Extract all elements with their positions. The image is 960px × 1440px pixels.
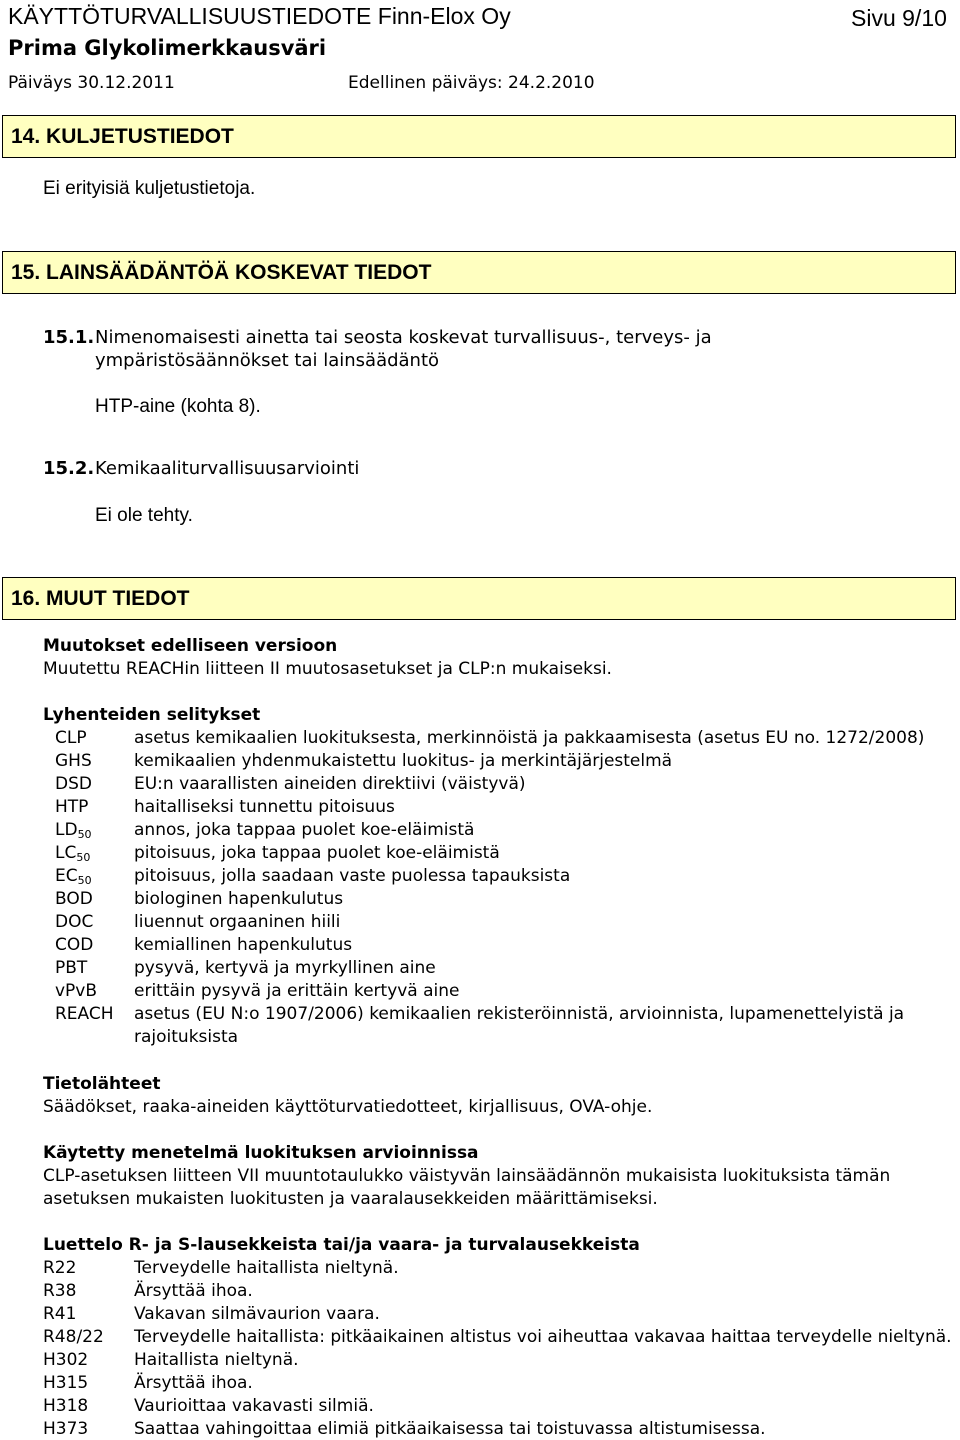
changes-heading: Muutokset edelliseen versioon [43, 636, 338, 656]
abbreviation-term-text: PBT [55, 958, 88, 978]
phrase-text: Haitallista nieltynä. [134, 1350, 299, 1370]
phrases-heading: Luettelo R- ja S-lausekkeista tai/ja vaara- ja turvalausekkeista [43, 1235, 640, 1255]
subsection-15-2-title: Kemikaaliturvallisuusarviointi [95, 458, 360, 479]
abbreviation-definition: EU:n vaarallisten aineiden direktiivi (väistyvä) [134, 774, 526, 794]
abbreviation-definition: asetus (EU N:o 1907/2006) kemikaalien rekisteröinnistä, arvioinnista, lupamenettelyistä ja [134, 1004, 905, 1024]
section-16-title: 16. MUUT TIEDOT [11, 587, 190, 610]
phrase-code: R41 [43, 1304, 77, 1324]
abbreviation-definition: kemiallinen hapenkulutus [134, 935, 353, 955]
abbreviation-term [55, 728, 87, 748]
method-heading: Käytetty menetelmä luokituksen arvioinnissa [43, 1143, 479, 1163]
phrase-text: Ärsyttää ihoa. [134, 1281, 253, 1301]
previous-date: Edellinen päiväys: 24.2.2010 [348, 73, 595, 93]
abbreviation-term-text: DSD [55, 774, 92, 794]
phrase-code: R38 [43, 1281, 77, 1301]
phrase-code: H373 [43, 1419, 89, 1439]
abbreviation-subscript: 50 [77, 874, 92, 887]
document-title: KÄYTTÖTURVALLISUUSTIEDOTE Finn-Elox Oy [8, 3, 511, 29]
abbreviation-term [55, 1004, 114, 1024]
phrase-text: Saattaa vahingoittaa elimiä pitkäaikaisessa tai toistuvassa altistumisessa. [134, 1419, 766, 1439]
abbreviation-definition: asetus kemikaalien luokituksesta, merkinnöistä ja pakkaamisesta (asetus EU no. 1272/2008) [134, 728, 925, 748]
sources-text: Säädökset, raaka-aineiden käyttöturvatiedotteet, kirjallisuus, OVA-ohje. [43, 1097, 653, 1117]
changes-text: Muutettu REACHin liitteen II muutosasetukset ja CLP:n mukaiseksi. [43, 659, 612, 679]
method-text-line2: asetuksen mukaisten luokitusten ja vaaralausekkeiden määrittämiseksi. [43, 1189, 658, 1209]
phrase-code: H315 [43, 1373, 89, 1393]
abbreviation-definition: erittäin pysyvä ja erittäin kertyvä aine [134, 981, 460, 1001]
section-15-header [2, 251, 956, 294]
abbreviation-term-text: LD [55, 820, 78, 840]
abbreviation-term-text: REACH [55, 1004, 114, 1024]
abbreviation-definition: kemikaalien yhdenmukaistettu luokitus- ja merkintäjärjestelmä [134, 751, 673, 771]
abbreviation-term-text: GHS [55, 751, 92, 771]
abbreviation-definition-continuation: rajoituksista [134, 1027, 239, 1047]
abbreviation-term-text: CLP [55, 728, 87, 748]
abbreviation-definition: pitoisuus, jolla saadaan vaste puolessa tapauksista [134, 866, 571, 886]
issue-date: Päiväys 30.12.2011 [8, 73, 175, 93]
abbreviation-definition: liuennut orgaaninen hiili [134, 912, 341, 932]
subsection-15-1-title-line2: ympäristösäännökset tai lainsäädäntö [95, 350, 440, 371]
abbreviation-subscript: 50 [76, 851, 91, 864]
phrase-code: H302 [43, 1350, 89, 1370]
abbreviation-term [55, 912, 93, 932]
abbreviation-term [55, 981, 97, 1001]
abbreviation-term-text: DOC [55, 912, 94, 932]
phrase-text: Vakavan silmävaurion vaara. [134, 1304, 380, 1324]
abbreviation-term-text: LC [55, 843, 77, 863]
abbreviation-term-text: vPvB [55, 981, 98, 1001]
abbreviations-heading: Lyhenteiden selitykset [43, 705, 261, 725]
subsection-15-1-title-line1: Nimenomaisesti ainetta tai seosta koskevat turvallisuus-, terveys- ja [95, 327, 712, 348]
method-text-line1: CLP-asetuksen liitteen VII muuntotaulukko väistyvän lainsäädännön mukaisista luokituksista tämän [43, 1166, 891, 1186]
phrase-text: Terveydelle haitallista nieltynä. [134, 1258, 399, 1278]
abbreviation-term [55, 958, 87, 978]
abbreviation-term-text: COD [55, 935, 94, 955]
abbreviation-term [55, 797, 88, 817]
abbreviation-term [55, 751, 92, 771]
abbreviation-subscript: 50 [77, 828, 92, 841]
abbreviation-term-text: HTP [55, 797, 89, 817]
abbreviation-definition: annos, joka tappaa puolet koe-eläimistä [134, 820, 475, 840]
abbreviation-definition: pitoisuus, joka tappaa puolet koe-eläimistä [134, 843, 500, 863]
abbreviation-term [55, 820, 92, 841]
section-14-title: 14. KULJETUSTIEDOT [11, 125, 234, 148]
abbreviation-term-text: EC [55, 866, 78, 886]
abbreviation-term [55, 889, 93, 909]
sources-heading: Tietolähteet [43, 1074, 161, 1094]
abbreviation-term [55, 935, 93, 955]
abbreviation-term-text: BOD [55, 889, 93, 909]
section-15-title: 15. LAINSÄÄDÄNTÖÄ KOSKEVAT TIEDOT [11, 261, 432, 284]
page-number: Sivu 9/10 [851, 5, 947, 31]
product-name: Prima Glykolimerkkausväri [8, 36, 327, 60]
abbreviation-definition: haitalliseksi tunnettu pitoisuus [134, 797, 395, 817]
abbreviation-definition: pysyvä, kertyvä ja myrkyllinen aine [134, 958, 436, 978]
phrase-text: Terveydelle haitallista: pitkäaikainen altistus voi aiheuttaa vakavaa haittaa terveydelle nieltynä. [134, 1327, 952, 1347]
section-16-header [2, 577, 956, 620]
phrase-code: R22 [43, 1258, 77, 1278]
subsection-15-2-text: Ei ole tehty. [95, 505, 193, 526]
abbreviation-term [55, 843, 90, 864]
subsection-15-2-number: 15.2. [43, 458, 95, 479]
phrase-code: H318 [43, 1396, 89, 1416]
abbreviation-definition: biologinen hapenkulutus [134, 889, 344, 909]
section-14-header [2, 115, 956, 158]
phrase-text: Ärsyttää ihoa. [134, 1373, 253, 1393]
phrase-code: R48/22 [43, 1327, 104, 1347]
subsection-15-1-number: 15.1. [43, 327, 95, 348]
abbreviation-term [55, 866, 92, 887]
abbreviation-term [55, 774, 92, 794]
subsection-15-1-text: HTP-aine (kohta 8). [95, 396, 261, 417]
transport-text: Ei erityisiä kuljetustietoja. [43, 178, 256, 199]
phrase-text: Vaurioittaa vakavasti silmiä. [134, 1396, 374, 1416]
